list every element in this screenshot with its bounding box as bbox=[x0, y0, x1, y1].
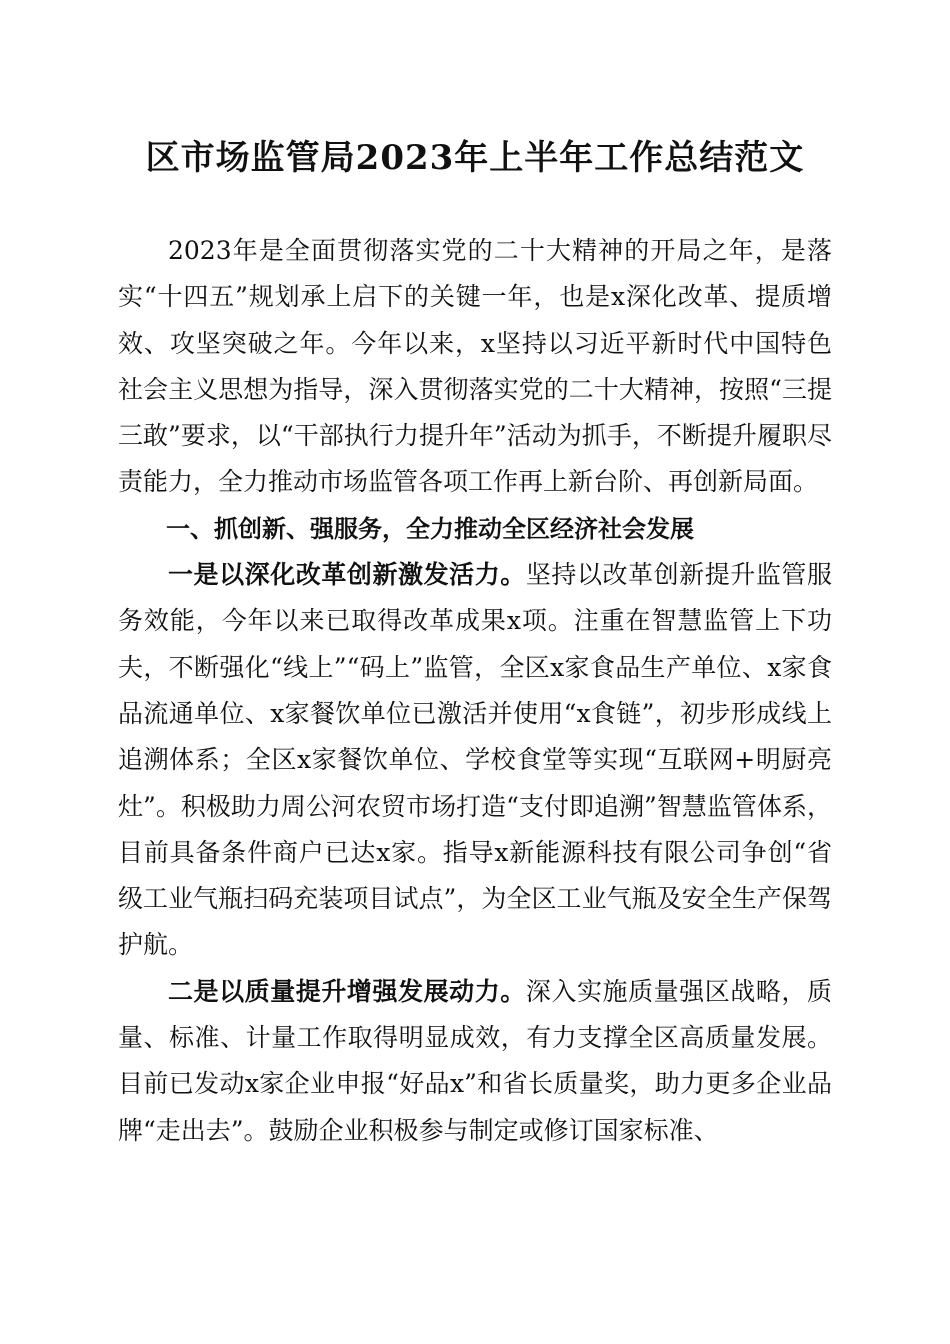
section-heading-1: 一、抓创新、强服务，全力推动全区经济社会发展 bbox=[166, 514, 694, 543]
intro-paragraph: 2023年是全面贯彻落实党的二十大精神的开局之年，是落实“十四五”规划承上启下的关键一年，也是x深化改革、提质增效、攻坚突破之年。今年以来，x坚持以习近平新时代中国特色社会主义思想为指导，深入贯彻落实党的二十大精神，按照“三提三敢”要求，以“干部执行力提升年”活动为抓手，不断提升履职尽责能力，全力推动市场监管各项工作再上新台阶、再创新局面。 bbox=[118, 236, 832, 497]
document-body bbox=[118, 228, 832, 1154]
document-title: 区市场监管局2023年上半年工作总结范文 bbox=[145, 138, 805, 178]
section1-item2-paragraph bbox=[118, 969, 832, 1154]
section1-item1-text: 坚持以改革创新提升监管服务效能，今年以来已取得改革成果x项。注重在智慧监管上下功夫，不断强化“线上”“码上”监管，全区x家食品生产单位、x家食品流通单位、x家餐饮单位已激活并使用“x食链”，初步形成线上追溯体系；全区x家餐饮单位、学校食堂等实现“互联网+明厨亮灶”。积极助力周公河农贸市场打造“支付即追溯”智慧监管体系，目前具备条件商户已达x家。指导x新能源科技有限公司争创“省级工业气瓶扫码充装项目试点”，为全区工业气瓶及安全生产保驾护航。 bbox=[118, 560, 832, 960]
section1-item2-lead: 二是以质量提升增强发展动力。 bbox=[168, 976, 526, 1006]
section1-item1-lead: 一是以深化改革创新激发活力。 bbox=[168, 560, 526, 590]
section1-item2-text: 深入实施质量强区战略，质量、标准、计量工作取得明显成效，有力支撑全区高质量发展。目前已发动x家企业申报“好品x”和省长质量奖，助力更多企业品牌“走出去”。鼓励企业积极参与制定或修订国家标准、 bbox=[118, 976, 832, 1145]
section1-item1-paragraph bbox=[118, 552, 832, 969]
